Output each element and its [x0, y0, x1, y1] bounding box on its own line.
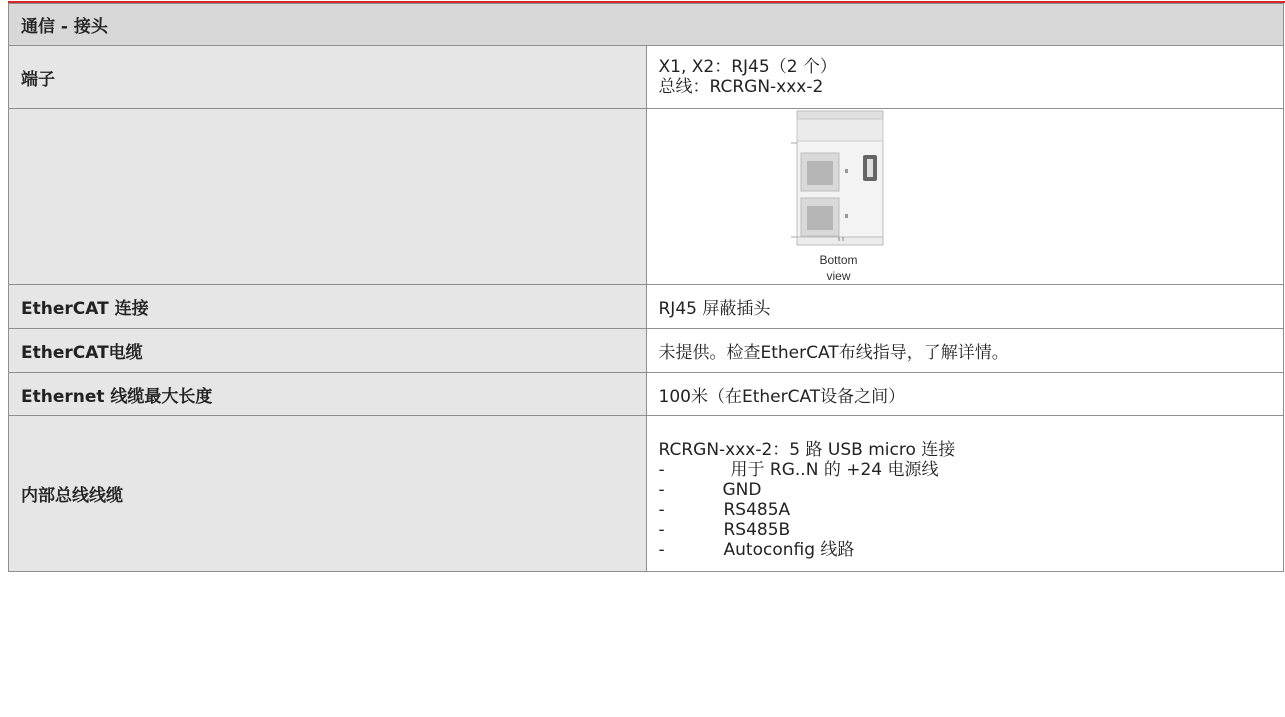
row-label: Ethernet 线缆最大长度: [9, 373, 647, 416]
table-row-terminals: [9, 46, 1284, 109]
bus-intro: RCRGN-xxx-2：5 路 USB micro 连接: [658, 439, 956, 460]
row-label: EtherCAT电缆: [9, 329, 647, 373]
list-item: - RS485A: [658, 499, 791, 520]
list-item: - 用于 RG..N 的 +24 电源线: [658, 459, 939, 480]
table-row-ethercat-cable: [9, 329, 1284, 373]
spec-table: [8, 3, 1284, 572]
list-item: - Autoconfig 线路: [658, 539, 855, 560]
table-title: 通信 - 接头: [9, 4, 1284, 46]
row-label: [9, 109, 647, 285]
row-value: [646, 416, 1284, 572]
row-label: EtherCAT 连接: [9, 285, 647, 329]
list-item: - RS485B: [658, 519, 791, 540]
row-value: 未提供。检查EtherCAT布线指导，了解详情。: [646, 329, 1284, 373]
row-value: [646, 109, 1284, 285]
row-value: [646, 46, 1284, 109]
device-bottom-view-image: [779, 109, 899, 247]
table-row-ethercat-connection: [9, 285, 1284, 329]
bus-cable-list: [659, 440, 1284, 560]
table-row-ethernet-max-length: [9, 373, 1284, 416]
row-label: 端子: [9, 46, 647, 109]
table-row-image: [9, 109, 1284, 285]
table-header-row: [9, 4, 1284, 46]
row-value: 100米（在EtherCAT设备之间）: [646, 373, 1284, 416]
list-item: - GND: [658, 479, 762, 500]
device-illustration: [779, 109, 899, 284]
image-caption: Bottom view: [819, 253, 858, 283]
table-row-internal-bus: [9, 416, 1284, 572]
value-line: X1, X2：RJ45（2 个）: [658, 57, 837, 77]
row-value: RJ45 屏蔽插头: [646, 285, 1284, 329]
row-label: 内部总线线缆: [9, 416, 647, 572]
value-line: 总线：RCRGN-xxx-2: [658, 77, 824, 97]
